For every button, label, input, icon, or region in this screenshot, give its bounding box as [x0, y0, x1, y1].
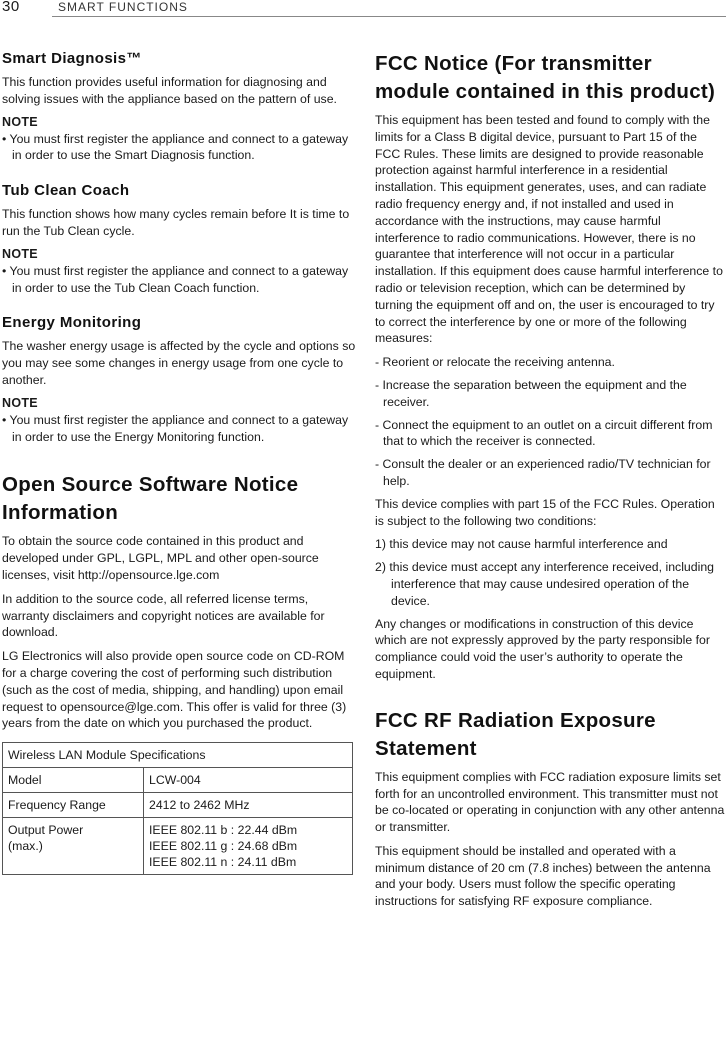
fcc-notice-paragraph: This device complies with part 15 of the FCC Rules. Operation is subject to the following two conditions:	[375, 496, 715, 528]
list-item: 2) this device must accept any interference received, including interference that may cause undesired operation of the device.	[375, 560, 715, 608]
list-item: - Reorient or relocate the receiving antenna.	[375, 355, 615, 370]
table-row	[3, 743, 353, 768]
list-item: - Connect the equipment to an outlet on a circuit different from that to which the receiver is connected.	[375, 417, 713, 449]
tub-clean-section	[2, 182, 356, 296]
tub-clean-body: This function shows how many cycles remain before It is time to run the Tub Clean cycle.	[2, 207, 350, 238]
smart-diagnosis-title: Smart Diagnosis™	[2, 50, 142, 67]
right-column	[375, 50, 725, 917]
smart-diagnosis-section	[2, 50, 356, 164]
note-label: NOTE	[2, 114, 38, 129]
table-row	[3, 768, 353, 793]
note-label: NOTE	[2, 395, 38, 410]
fcc-notice-paragraph: This equipment has been tested and found to comply with the limits for a Class B digital device, pursuant to Part 15 of the FCC Rules. These limits are designed to provide reasonable protection against harmful interference in a residential installation. This equipment generates, uses, and can radiate radio frequency energy and, if not installed and used in accordance with the instructions, may cause harmful interference to radio communications. However, there is no guarantee that interference will not occur in a particular installation. If this equipment does cause harmful interference to radio or television reception, which can be determined by turning the equipment off and on, the user is encouraged to try to correct the interference by one or more of the following measures:	[375, 113, 723, 346]
list-item: 1) this device may not cause harmful interference and	[375, 537, 668, 552]
table-cell: LCW-004	[144, 768, 353, 793]
energy-body: The washer energy usage is affected by the cycle and options so you may see some changes in energy usage from one cycle to another.	[2, 339, 356, 387]
fcc-rf-title: FCC RF Radiation Exposure Statement	[375, 708, 656, 760]
power-label: Output Power	[8, 823, 84, 838]
page-number: 30	[2, 0, 20, 15]
fcc-rf-section	[375, 707, 725, 910]
fcc-notice-paragraph: Any changes or modifications in construction of this device which are not expressly approved by the party responsible for compliance could void the user’s authority to operate the equipment.	[375, 616, 710, 681]
wlan-spec-table	[2, 742, 353, 875]
section-label: SMART FUNCTIONS	[58, 0, 188, 14]
power-value-g: IEEE 802.11 g : 24.68 dBm	[149, 839, 298, 854]
open-source-paragraph: LG Electronics will also provide open source code on CD-ROM for a charge covering the cost of performing such distribution (such as the cost of media, shipping, and handling) upon email request to opensource@lge.com. This offer is valid for three (3) years from the date on which you purchased the product.	[2, 649, 347, 731]
fcc-notice-section	[375, 50, 725, 683]
table-row	[3, 793, 353, 818]
tub-clean-title: Tub Clean Coach	[2, 182, 130, 200]
energy-title: Energy Monitoring	[2, 314, 142, 332]
power-label-max: (max.)	[8, 839, 43, 854]
tub-clean-note: • You must first register the appliance and connect to a gateway in order to use the Tub Clean Coach function.	[2, 263, 349, 295]
fcc-notice-title: FCC Notice (For transmitter module contained in this product)	[375, 52, 716, 103]
open-source-paragraph: In addition to the source code, all referred license terms, warranty disclaimers and copyright notices are available for download.	[2, 591, 325, 640]
fcc-rf-paragraph: This equipment should be installed and operated with a minimum distance of 20 cm (7.8 inches) between the antenna and your body. Users must follow the specific operating instructions for satisfying RF exposure compliance.	[375, 843, 711, 909]
table-cell: Frequency Range	[3, 793, 144, 818]
table-cell: 2412 to 2462 MHz	[144, 793, 353, 818]
table-cell: Model	[3, 768, 144, 793]
table-row	[3, 818, 353, 875]
table-cell	[144, 818, 353, 875]
open-source-title: Open Source Software Notice Information	[2, 473, 299, 525]
page-header	[0, 0, 726, 16]
fcc-rf-paragraph: This equipment complies with FCC radiation exposure limits set forth for an uncontrolled environment. This transmitter must not be co-located or operating in conjunction with any other antenna or transmitter.	[375, 769, 725, 835]
left-column	[2, 50, 356, 875]
smart-diagnosis-body: This function provides useful information for diagnosing and solving issues with the appliance based on the pattern of use.	[2, 75, 337, 106]
energy-section	[2, 314, 356, 445]
note-label: NOTE	[2, 246, 38, 261]
table-cell	[3, 818, 144, 875]
header-rule	[52, 16, 726, 17]
power-value-n: IEEE 802.11 n : 24.11 dBm	[149, 855, 297, 870]
power-value-b: IEEE 802.11 b : 22.44 dBm	[149, 823, 298, 838]
list-item: - Consult the dealer or an experienced radio/TV technician for help.	[375, 457, 711, 488]
list-item: - Increase the separation between the equipment and the receiver.	[375, 377, 687, 409]
table-title: Wireless LAN Module Specifications	[3, 743, 353, 768]
open-source-section	[2, 471, 356, 732]
open-source-paragraph: To obtain the source code contained in this product and developed under GPL, LGPL, MPL and other open-source licenses, visit http://opensource.lge.com	[2, 534, 319, 582]
energy-note: • You must first register the appliance and connect to a gateway in order to use the Energy Monitoring function.	[2, 412, 349, 444]
smart-diagnosis-note: • You must first register the appliance and connect to a gateway in order to use the Smart Diagnosis function.	[2, 131, 349, 163]
